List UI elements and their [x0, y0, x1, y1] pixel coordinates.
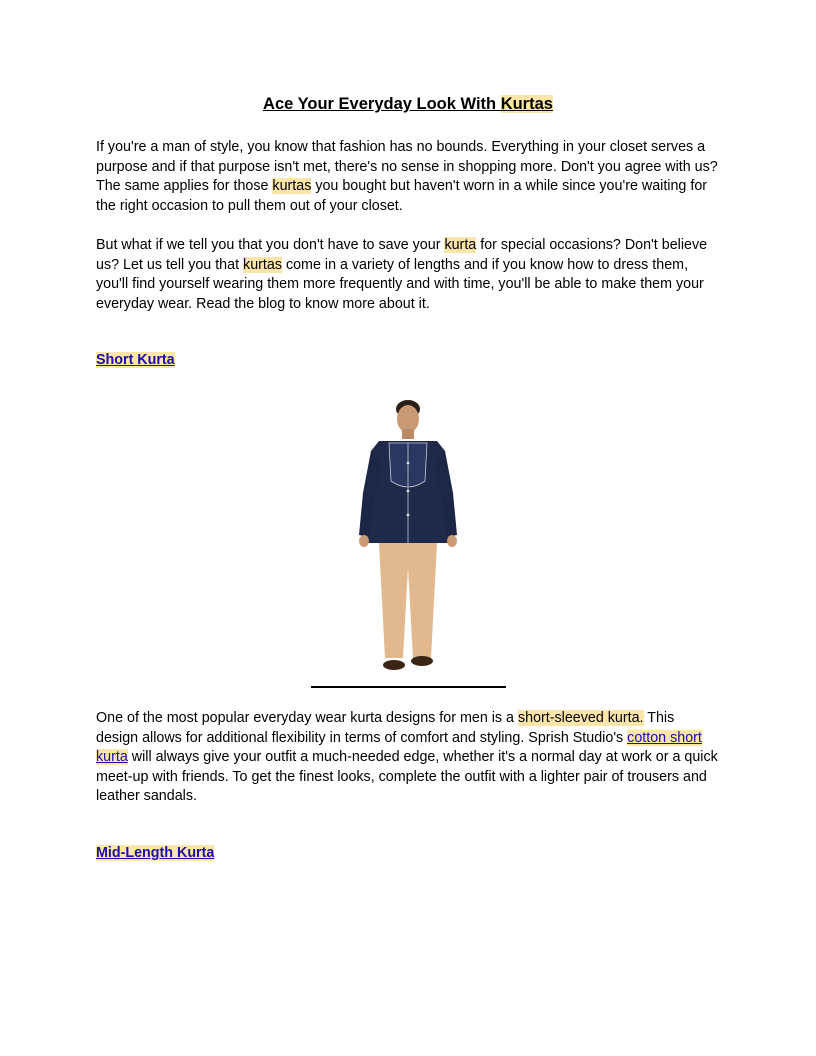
model-kurta-photo [311, 393, 506, 683]
text-run: will always give your outfit a much-needed edge, whether it's a normal day at work or a quick meet-up with friends. To get the finest looks, complete the outfit with a lighter pair of trousers and leather sandals. [96, 749, 718, 805]
highlight-kurta: kurta [444, 237, 477, 253]
short-kurta-paragraph [96, 709, 720, 807]
highlight-kurtas: kurtas [243, 256, 282, 273]
text-run: But what if we tell you that you don't have to save your [96, 237, 445, 253]
text-run: One of the most popular everyday wear kurta designs for men is a [96, 710, 518, 726]
image-divider [311, 686, 506, 688]
page-title [0, 95, 816, 114]
cotton-short-kurta-link[interactable]: cotton short kurta [96, 729, 702, 766]
text-run: This design allows for additional flexibility in terms of comfort and styling. Sprish Studio's [96, 710, 675, 746]
text-run: If you're a man of style, you know that fashion has no bounds. Everything in your closet serves a purpose and if that purpose isn't met, there's no sense in shopping more. Don't you agree with us? The same applies for those [96, 139, 718, 195]
intro-paragraph-2 [96, 236, 720, 314]
short-kurta-link[interactable]: Short Kurta [96, 352, 175, 368]
text-run: for special occasions? Don't believe us? Let us tell you that [96, 237, 708, 273]
highlight-kurtas: kurtas [272, 178, 312, 195]
text-run: you bought but haven't worn in a while since you're waiting for the right occasion to pull them out of your closet. [96, 178, 708, 214]
highlight-short-sleeved: short-sleeved kurta. [517, 710, 644, 726]
short-kurta-heading [96, 352, 175, 368]
intro-paragraph-1 [96, 138, 720, 216]
mid-length-kurta-link[interactable]: Mid-Length Kurta [96, 845, 215, 861]
title-prefix: Ace Your Everyday Look With [263, 95, 501, 113]
title-highlight: Kurtas [500, 95, 553, 113]
mid-length-kurta-heading [96, 845, 214, 861]
text-run: come in a variety of lengths and if you know how to dress them, you'll find yourself wearing them more frequently and with time, you'll be able to make them your everyday wear. Read the blog to know more about it. [96, 256, 704, 312]
